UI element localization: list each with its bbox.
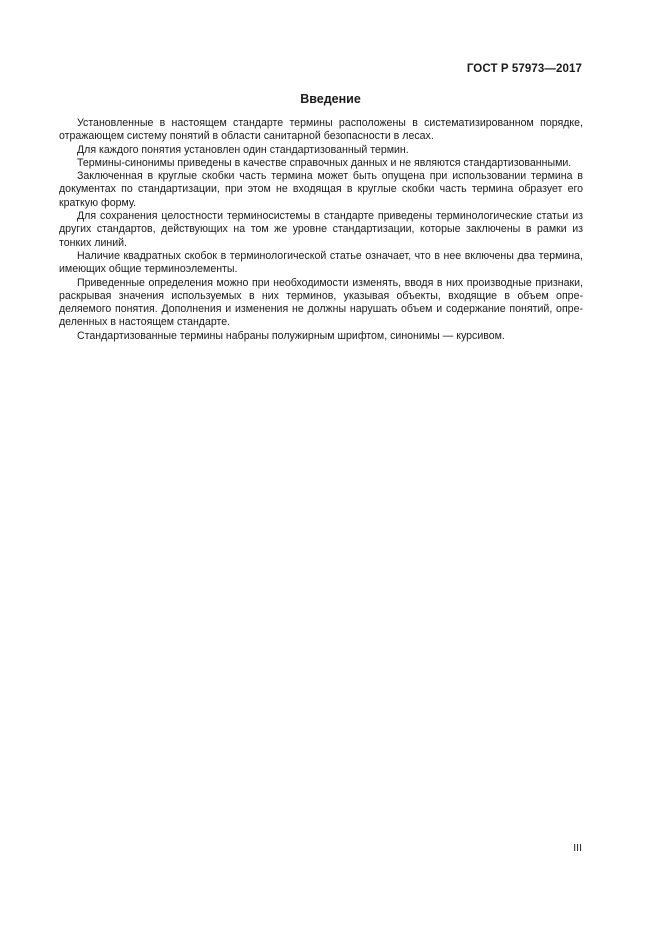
paragraph: Стандартизованные термины набраны полужирным шрифтом, синонимы — курсивом.	[77, 329, 505, 342]
document-code: ГОСТ Р 57973—2017	[466, 63, 582, 75]
paragraph: Для каждого понятия установлен один стандартизованный термин.	[77, 143, 409, 156]
section-body	[59, 117, 583, 343]
section-title: Введение	[300, 92, 361, 106]
paragraph: Установленные в настоящем стандарте термины расположены в систематизированном порядке, отражающем систему понятий в области санитарной безопасности в лесах.	[59, 117, 583, 143]
paragraph: Заключенная в круглые скобки часть термина может быть опущена при использовании термина в документах по стандартизации, при этом не входящая в круглые скобки часть термина образует его краткую форму.	[59, 170, 583, 209]
paragraph: Наличие квадратных скобок в терминологической статье означает, что в нее включены два термина, имеющих общие терминоэлементы.	[59, 249, 583, 276]
paragraph: Приведенные определения можно при необходимости изменять, вводя в них производные признаки, раскрывая значения используемых в них терминов, указывая объекты, входящие в объем определяемого понятия. Дополнения и изменения не должны нарушать объем и содержание понятий, определенных в настоящем стандарте.	[59, 276, 583, 329]
paragraph: Термины-синонимы приведены в качестве справочных данных и не являются стандартизованными.	[77, 156, 572, 169]
page-number: III	[573, 842, 582, 854]
paragraph: Для сохранения целостности терминосистемы в стандарте приведены терминологические статьи из других стандартов, действующих на том же уровне стандартизации, которые заключены в рамки из тонких линий.	[59, 210, 583, 249]
